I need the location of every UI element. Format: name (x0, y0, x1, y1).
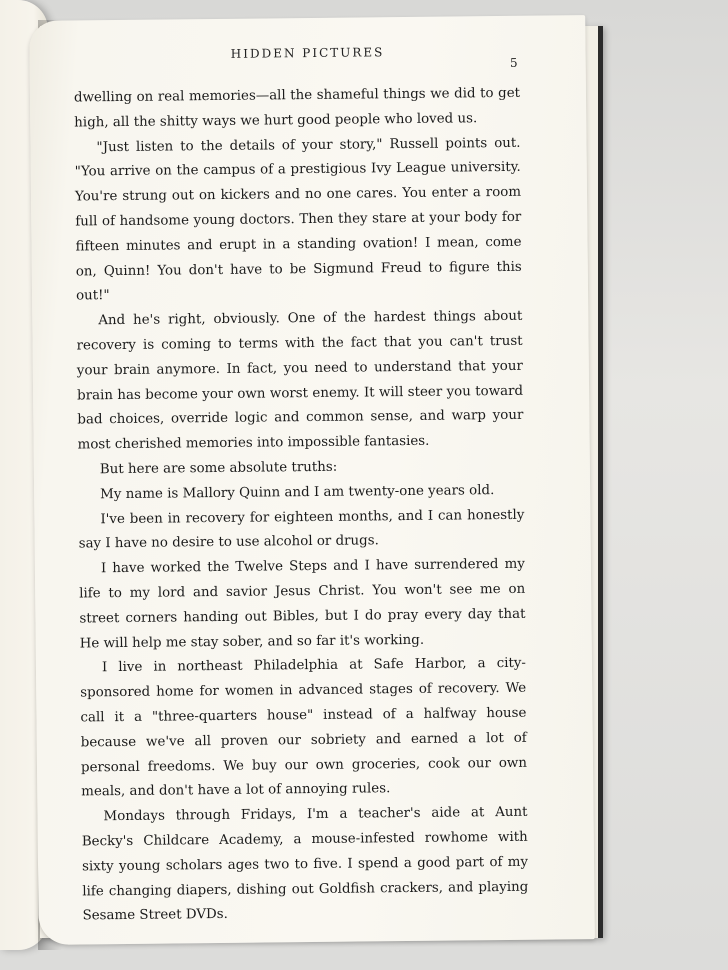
paragraph: "Just listen to the details of your story," Russell points out. "You arrive on the campus of a prestigious Ivy League university. You're strung out on kickers and no one cares. You enter a room full of handsome young doctors. Then they stare at your body for fifteen minutes and erupt in a standing ovation! I mean, come on, Quinn! You don't have to be Sigmund Freud to figure this out!" (74, 135, 522, 304)
paragraph: But here are some absolute truths: (99, 459, 338, 478)
paragraph: dwelling on real memories—all the shameful things we did to get high, all the shitty ways we hurt good people who loved us. (73, 85, 521, 131)
paragraph: I have worked the Twelve Steps and I have surrendered my life to my lord and savior Jesus Christ. You won't see me on street corners handing out Bibles, but I do pray every day that He will help me stay sober, and so far it's working. (79, 556, 526, 651)
paragraph: I've been in recovery for eighteen months, and I can honestly say I have no desire to use alcohol or drugs. (78, 507, 525, 552)
running-head: HIDDEN PICTURES (230, 45, 385, 61)
paragraph: I live in northeast Philadelphia at Safe Harbor, a city-sponsored home for women in advanced stages of recovery. We call it a "three-quarters house" instead of a halfway house because we've all proven our sobriety and earned a lot of personal freedoms. We buy our own groceries, cook our own meals, and don't have a lot of annoying rules. (80, 656, 528, 800)
body-text (74, 82, 529, 930)
page-number: 5 (509, 55, 518, 70)
paragraph: My name is Mallory Quinn and I am twenty-one years old. (100, 482, 495, 502)
book-page (29, 15, 595, 945)
paragraph: Mondays through Fridays, I'm a teacher's aide at Aunt Becky's Childcare Academy, a mouse-infested rowhome with sixty young scholars ages two to five. I spend a good part of my life changing diapers, dishing out Goldfish crackers, and playing Sesame Street DVDs. (81, 804, 529, 924)
paragraph: And he's right, obviously. One of the hardest things about recovery is coming to terms with the fact that you can't trust your brain anymore. In fact, you need to understand that your brain has become your own worst enemy. It will steer you toward bad choices, override logic and common sense, and warp your most cherished memories into impossible fantasies. (76, 308, 524, 453)
